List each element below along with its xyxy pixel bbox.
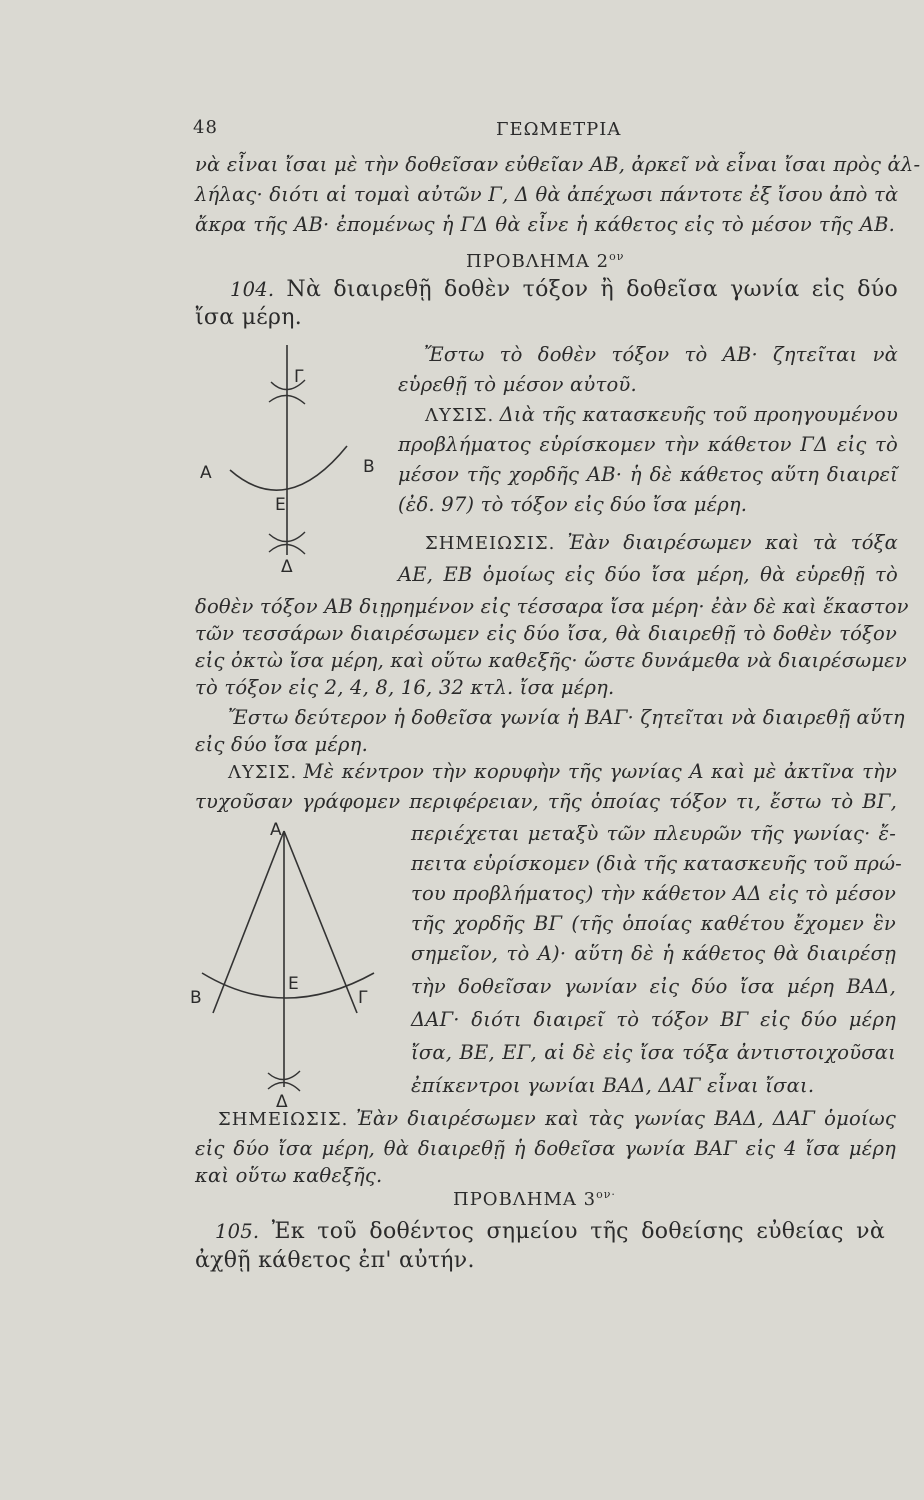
problem-heading-label: ΠΡΟΒΛΗΜΑ [466,251,590,272]
figure-angle-bisection [190,815,390,1115]
label-delta: Δ [276,1092,288,1112]
text-line: προβλήματος εὑρίσκομεν τὴν κάθετον ΓΔ εἰς τὸ [398,433,898,456]
page-number: 48 [193,117,218,138]
text-line-lysis-1 [425,403,898,426]
problem-3-heading [453,1189,616,1210]
text-line: μέσον τῆς χορδῆς ΑΒ· ἡ δὲ κάθετος αὕτη διαιρεῖ [398,463,898,486]
text-line: ἐπίκεντροι γωνίαι ΒΑΔ, ΔΑΓ εἶναι ἴσαι. [411,1074,815,1097]
text-line: τὴν δοθεῖσαν γωνίαν εἰς δύο ἴσα μέρη ΒΑΔ, [411,975,896,998]
text-line: τυχοῦσαν γράφομεν περιφέρειαν, τῆς ὁποίας τόξον τι, ἔστω τὸ ΒΓ, [195,790,897,813]
text-line: του προβλήματος) τὴν κάθετον ΑΔ εἰς τὸ μέσον [411,882,896,905]
arc-ab [230,446,347,490]
note-label: ΣΗΜΕΙΩΣΙΣ. [218,1109,349,1130]
label-gamma: Γ [358,988,368,1008]
text-line: (ἐδ. 97) τὸ τόξον εἰς δύο ἴσα μέρη. [398,493,748,516]
problem-2-heading [466,251,624,272]
statement-104-line1 [230,277,898,302]
text-line: εἰς δύο ἴσα μέρη. [195,733,368,756]
label-a: A [270,820,282,840]
text-line: δοθὲν τόξον ΑΒ διῃρημένον εἰς τέσσαρα ἴσα μέρη· ἐὰν δὲ καὶ ἕκαστον [195,595,909,618]
text-line: εἰς δύο ἴσα μέρη, θὰ διαιρεθῇ ἡ δοθεῖσα γωνία ΒΑΓ εἰς 4 ἴσα μέρη [195,1137,896,1160]
text-line: Ἐὰν διαιρέσωμεν καὶ τὰς γωνίας ΒΑΔ, ΔΑΓ ὁμοίως [356,1107,896,1130]
problem-heading-label: ΠΡΟΒΛΗΜΑ [453,1189,577,1210]
text-line: Ἔστω δεύτερον ἡ δοθεῖσα γωνία ἡ ΒΑΓ· ζητεῖται νὰ διαιρεθῇ αὕτη [228,706,905,729]
lysis-label: ΛΥΣΙΣ. [228,762,298,783]
statement-105-line1 [215,1219,885,1244]
label-delta: Δ [281,557,293,577]
text-line: Ἐὰν διαιρέσωμεν καὶ τὰ τόξα [567,531,898,554]
label-gamma: Γ [294,367,304,387]
statement-text: Ἐκ τοῦ δοθέντος σημείου τῆς δοθείσης εὐθείας νὰ [271,1219,886,1244]
side-ab [213,831,284,1013]
text-line: εἰς ὀκτὼ ἴσα μέρη, καὶ οὕτω καθεξῆς· ὥστε δυνάμεθα νὰ διαιρέσωμεν [195,649,907,672]
text-line: λήλας· διότι αἱ τομαὶ αὐτῶν Γ, Δ θὰ ἀπέχωσι πάντοτε ἐξ ἴσου ἀπὸ τὰ [195,183,899,206]
label-b: B [190,988,202,1008]
label-e: E [288,974,299,994]
problem-ordinal: ον· [596,1188,616,1201]
problem-ordinal: ον [609,250,625,263]
text-line: νὰ εἶναι ἴσαι μὲ τὴν δοθεῖσαν εὐθεῖαν ΑΒ, ἀρκεῖ νὰ εἶναι ἴσαι πρὸς ἀλ- [195,153,921,176]
label-e: E [275,495,286,515]
text-line: εὑρεθῇ τὸ μέσον αὐτοῦ. [398,373,637,396]
note-label: ΣΗΜΕΙΩΣΙΣ. [425,533,556,554]
text-line: ΑΕ, ΕΒ ὁμοίως εἰς δύο ἴσα μέρη, θὰ εὑρεθῇ τὸ [398,563,898,586]
label-a: A [200,463,212,483]
statement-number: 104. [230,278,275,301]
problem-number: 3 [583,1189,597,1210]
text-line-note-2 [218,1107,896,1130]
statement-105-line2: ἀχθῇ κάθετος ἐπ' αὐτήν. [195,1248,475,1273]
text-line: τῆς χορδῆς ΒΓ (τῆς ὁποίας καθέτου ἔχομεν ἓν [411,912,896,935]
text-line-note-1 [425,531,898,554]
statement-104-line2: ἴσα μέρη. [195,305,302,330]
text-line: ΔΑΓ· διότι διαιρεῖ τὸ τόξον ΒΓ εἰς δύο μέρη [411,1008,896,1031]
running-title: ΓΕΩΜΕΤΡΙΑ [496,119,622,140]
text-line: πειτα εὑρίσκομεν (διὰ τῆς κατασκευῆς τοῦ πρώ- [411,852,902,875]
lysis-label: ΛΥΣΙΣ. [425,405,495,426]
text-line: τὸ τόξον εἰς 2, 4, 8, 16, 32 κτλ. ἴσα μέρη. [195,676,615,699]
problem-number: 2 [596,251,610,272]
text-line: περιέχεται μεταξὺ τῶν πλευρῶν τῆς γωνίας· ἔ- [411,822,896,845]
text-line: σημεῖον, τὸ Α)· αὕτη δὲ ἡ κάθετος θὰ διαιρέσῃ [411,942,896,965]
text-line: καὶ οὕτω καθεξῆς. [195,1164,383,1187]
text-line: τῶν τεσσάρων διαιρέσωμεν εἰς δύο ἴσα, θὰ διαιρεθῇ τὸ δοθὲν τόξον [195,622,897,645]
text-line: ἴσα, ΒΕ, ΕΓ, αἱ δὲ εἰς ἴσα τόξα ἀντιστοιχοῦσαι [411,1041,896,1064]
statement-number: 105. [215,1220,260,1243]
statement-text: Νὰ διαιρεθῇ δοθὲν τόξον ἢ δοθεῖσα γωνία εἰς δύο [286,277,898,302]
label-b: B [363,457,375,477]
text-line-lysis-2 [228,760,897,783]
figure-arc-bisection [195,340,375,580]
text-line: ἄκρα τῆς ΑΒ· ἐπομένως ἡ ΓΔ θὰ εἶνε ἡ κάθετος εἰς τὸ μέσον τῆς ΑΒ. [195,213,895,236]
text-line: Διὰ τῆς κατασκευῆς τοῦ προηγουμένου [499,403,898,426]
text-line: Ἔστω τὸ δοθὲν τόξον τὸ ΑΒ· ζητεῖται νὰ [424,343,898,366]
text-line: Μὲ κέντρον τὴν κορυφὴν τῆς γωνίας Α καὶ μὲ ἀκτῖνα τὴν [303,760,897,783]
